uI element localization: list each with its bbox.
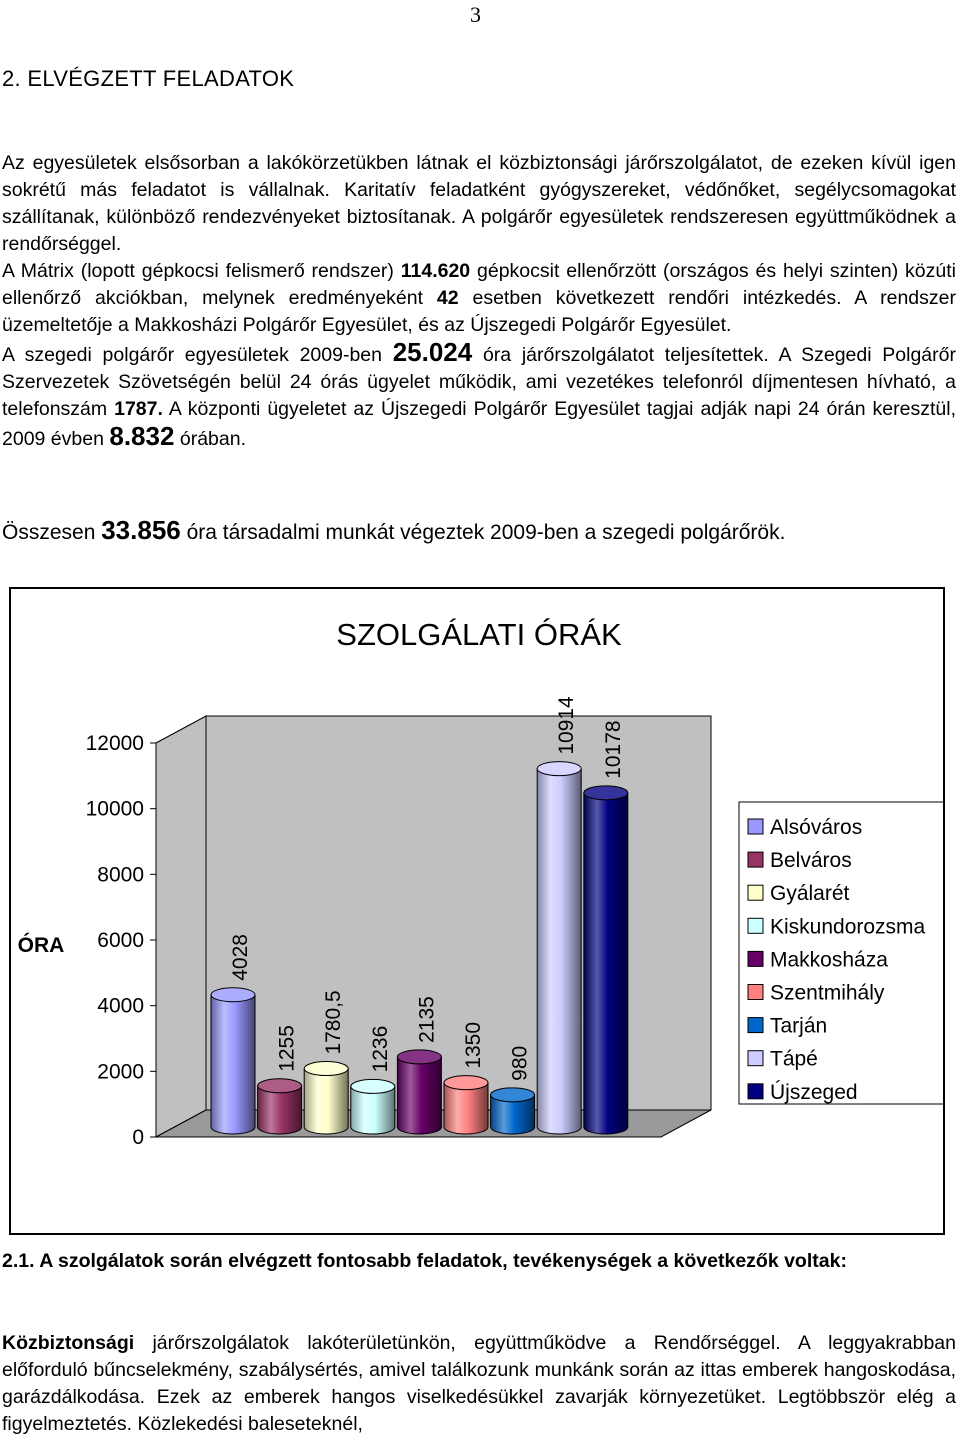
legend-label: Kiskundorozsma	[770, 915, 926, 939]
data-label: 10914	[555, 696, 579, 755]
matrix-text-a: A Mátrix (lopott gépkocsi felismerő rendszer)	[2, 260, 401, 282]
hours-text-c: A központi ügyeletet az Újszegedi Polgárőr Egyesület tagjai adják napi 24 órán keresztül, 2009 évben	[2, 398, 956, 450]
legend-swatch	[748, 885, 763, 900]
data-label: 2135	[415, 996, 439, 1043]
phone-number: 1787.	[114, 398, 163, 420]
total-hours: 33.856	[101, 515, 181, 545]
final-lead: Közbiztonsági	[2, 1332, 135, 1354]
y-tick-label: 2000	[97, 1060, 144, 1084]
y-tick-label: 12000	[85, 732, 144, 755]
patrol-hours: 25.024	[392, 337, 473, 367]
matrix-count: 114.620	[400, 260, 471, 282]
hours-text-d: órában.	[174, 428, 246, 450]
data-label: 1236	[368, 1025, 392, 1073]
y-tick-label: 0	[132, 1126, 144, 1149]
matrix-paragraph	[2, 258, 956, 339]
bar-top	[491, 1088, 535, 1102]
bar-top	[444, 1076, 488, 1090]
data-label: 1350	[462, 1021, 485, 1069]
y-tick-label: 6000	[97, 929, 144, 952]
chart-side-wall	[156, 716, 206, 1137]
dispatch-hours: 8.832	[109, 421, 175, 451]
chart-canvas	[11, 589, 943, 1233]
legend-label: Tarján	[770, 1014, 828, 1038]
legend-label: Újszeged	[770, 1080, 858, 1104]
legend-label: Gyálarét	[770, 882, 850, 906]
data-label: 1255	[275, 1025, 299, 1072]
total-text-a: Összesen	[2, 521, 102, 544]
subsection-heading: 2.1. A szolgálatok során elvégzett fontosabb feladatok, tevékenységek a következők voltak:	[2, 1250, 847, 1272]
legend-swatch	[748, 918, 763, 933]
section-title: 2. ELVÉGZETT FELADATOK	[2, 66, 295, 91]
page-number: 3	[470, 2, 481, 27]
legend-swatch	[748, 951, 763, 966]
legend-swatch	[748, 852, 763, 867]
chart-title: SZOLGÁLATI ÓRÁK	[336, 617, 622, 652]
bar	[537, 769, 581, 1134]
matrix-text-b: gépkocsit ellenőrzött (országos és helyi szinten) közúti ellenőrző akciókban, melynek eredményeként	[2, 260, 956, 309]
legend-label: Makkosháza	[770, 948, 888, 972]
bar-top	[584, 786, 628, 800]
y-tick-label: 8000	[97, 863, 144, 887]
legend-label: Szentmihály	[770, 981, 885, 1005]
data-label: 4028	[229, 934, 252, 981]
service-hours-chart	[9, 587, 945, 1235]
legend-label: Alsóváros	[770, 816, 863, 839]
hours-paragraph	[2, 339, 956, 453]
legend-swatch	[748, 819, 763, 834]
hours-text-a: A szegedi polgárőr egyesületek 2009-ben	[2, 344, 393, 366]
bar-top	[351, 1079, 395, 1093]
y-tick-label: 4000	[97, 994, 144, 1018]
data-label: 10178	[601, 720, 625, 779]
hours-text-b: óra járőrszolgálatot teljesítettek. A Szegedi Polgárőr Szervezetek Szövetségén belül 24 órás ügyelet működik, ami vezetékes telefonról díjmentesen hívható, a telefonszám	[2, 344, 956, 420]
matrix-cases: 42	[436, 287, 459, 309]
intro-sentence-1	[2, 150, 956, 258]
legend-label: Belváros	[770, 849, 852, 873]
bar-top	[537, 762, 581, 776]
total-paragraph	[2, 517, 956, 546]
bar	[397, 1057, 441, 1134]
y-tick-label: 10000	[85, 797, 144, 821]
legend-label: Tápé	[770, 1047, 818, 1071]
bar-top	[304, 1062, 348, 1076]
bar	[304, 1069, 348, 1134]
bar	[444, 1083, 488, 1134]
matrix-text-c: esetben következett rendőri intézkedés. A rendszer üzemeltetője a Makkosházi Polgárőr Egyesület, és az Újszegedi Polgárőr Egyesület.	[2, 287, 956, 336]
intro-text-1: Az egyesületek elsősorban a lakókörzetükben látnak el közbiztonsági járőrszolgálatot, de ezeken kívül igen sokrétű más feladatot is vállalnak. Karitatív feladatként gyógyszereket, védőnőket, segélycsomagokat szállítanak, különböző rendezvényeket biztosítanak. A polgárőr egyesületek rendszeresen együttműködnek a rendőrséggel.	[2, 152, 956, 255]
data-label: 980	[508, 1045, 532, 1081]
bar-top	[397, 1050, 441, 1064]
y-axis-label: ÓRA	[17, 934, 65, 957]
data-label: 1780,5	[322, 990, 346, 1055]
legend-swatch	[748, 985, 763, 1000]
bar-top	[258, 1079, 302, 1093]
intro-paragraph	[2, 150, 956, 453]
bar	[211, 995, 255, 1134]
bar	[584, 793, 628, 1134]
legend-swatch	[748, 1051, 763, 1066]
legend-swatch	[748, 1018, 763, 1033]
final-paragraph	[2, 1330, 956, 1438]
total-text-b: óra társadalmi munkát végeztek 2009-ben a szegedi polgárőrök.	[180, 521, 786, 544]
final-text: járőrszolgálatok lakóterületünkön, együttműködve a Rendőrséggel. A leggyakrabban előforduló bűncselekmény, szabálysértés, amivel találkozunk munkánk során az ittas emberek hangoskodása, garázdálkodása. Ezek az emberek hangos viselkedésükkel zavarják környezetüket. Legtöbbször elég a figyelmeztetés. Közlekedési baleseteknél,	[2, 1332, 956, 1435]
bar-top	[211, 988, 255, 1002]
legend-swatch	[748, 1084, 763, 1099]
